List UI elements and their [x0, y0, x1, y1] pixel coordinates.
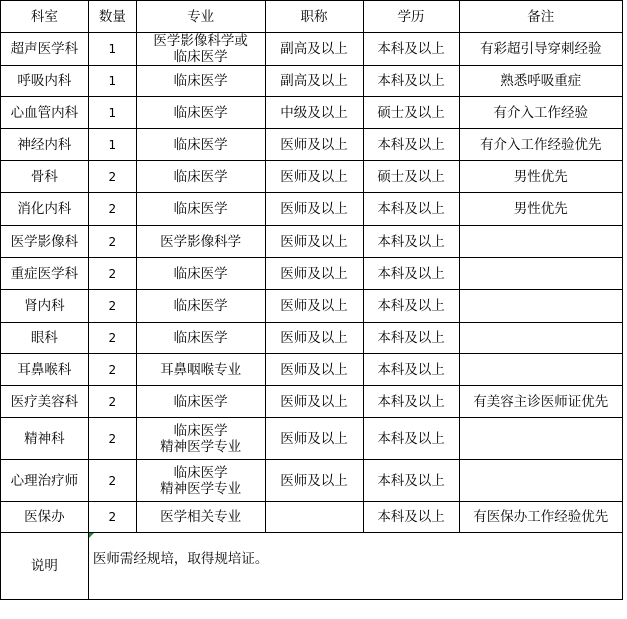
- header-major: 专业: [136, 1, 265, 33]
- edu-cell: 硕士及以上: [363, 97, 459, 129]
- header-edu: 学历: [363, 1, 459, 33]
- major-line: 临床医学: [173, 201, 228, 217]
- major-line: 临床医学: [173, 73, 228, 89]
- major-cell: [136, 386, 265, 418]
- note-cell: [459, 258, 622, 290]
- dept-cell: 眼科: [1, 323, 89, 354]
- major-line: 临床医学: [173, 422, 228, 439]
- note-cell: [459, 290, 622, 323]
- qty-cell: 2: [88, 323, 136, 354]
- qty-cell: 2: [88, 354, 136, 386]
- title-cell: 医师及以上: [265, 193, 363, 226]
- title-cell: 医师及以上: [265, 418, 363, 460]
- title-cell: 医师及以上: [265, 161, 363, 193]
- major-line: 临床医学: [173, 393, 228, 410]
- dept-cell: 精神科: [1, 418, 89, 460]
- title-cell: 中级及以上: [265, 97, 363, 129]
- qty-cell: 2: [88, 460, 136, 502]
- dept-cell: 心血管内科: [1, 97, 89, 129]
- note-cell: 有介入工作经验: [459, 97, 622, 129]
- note-cell: [459, 354, 622, 386]
- major-line: 临床医学: [173, 265, 228, 282]
- dept-cell: 超声医学科: [1, 33, 89, 66]
- edu-cell: 本科及以上: [363, 258, 459, 290]
- table-row: [1, 386, 623, 418]
- edu-cell: 本科及以上: [363, 66, 459, 97]
- note-cell: 有彩超引导穿刺经验: [459, 33, 622, 66]
- note-cell: 有介入工作经验优先: [459, 129, 622, 161]
- qty-cell: 2: [88, 193, 136, 226]
- header-dept: 科室: [1, 1, 89, 33]
- major-cell: [136, 129, 265, 161]
- table-row: [1, 418, 623, 460]
- title-cell: [265, 502, 363, 533]
- note-cell: [459, 460, 622, 502]
- table-row: [1, 502, 623, 533]
- title-cell: 医师及以上: [265, 460, 363, 502]
- table-body: [1, 33, 623, 533]
- dept-cell: 消化内科: [1, 193, 89, 226]
- header-note: 备注: [459, 1, 622, 33]
- qty-cell: 1: [88, 129, 136, 161]
- table-row: [1, 354, 623, 386]
- edu-cell: 本科及以上: [363, 460, 459, 502]
- major-line: 医学相关专业: [160, 509, 242, 525]
- table-row: [1, 97, 623, 129]
- edu-cell: 本科及以上: [363, 354, 459, 386]
- dept-cell: 医保办: [1, 502, 89, 533]
- note-cell: [459, 418, 622, 460]
- dept-cell: 骨科: [1, 161, 89, 193]
- major-line: 临床医学: [173, 298, 228, 314]
- edu-cell: 本科及以上: [363, 193, 459, 226]
- title-cell: 医师及以上: [265, 386, 363, 418]
- dept-cell: 心理治疗师: [1, 460, 89, 502]
- major-cell: [136, 502, 265, 533]
- major-line: 临床医学: [173, 104, 228, 121]
- qty-cell: 2: [88, 418, 136, 460]
- header-row: [1, 1, 623, 33]
- major-line: 医学影像科学: [160, 233, 242, 250]
- dept-cell: 重症医学科: [1, 258, 89, 290]
- edu-cell: 本科及以上: [363, 33, 459, 66]
- major-cell: [136, 33, 265, 66]
- title-cell: 副高及以上: [265, 66, 363, 97]
- title-cell: 医师及以上: [265, 226, 363, 258]
- title-cell: 副高及以上: [265, 33, 363, 66]
- qty-cell: 2: [88, 226, 136, 258]
- table-row: [1, 193, 623, 226]
- note-cell: [459, 323, 622, 354]
- table-row: [1, 323, 623, 354]
- major-cell: [136, 290, 265, 323]
- edu-cell: 本科及以上: [363, 323, 459, 354]
- dept-cell: 耳鼻喉科: [1, 354, 89, 386]
- major-cell: [136, 323, 265, 354]
- major-line: 医学影像科学或: [153, 33, 248, 49]
- title-cell: 医师及以上: [265, 129, 363, 161]
- major-line: 临床医学: [173, 49, 228, 65]
- qty-cell: 1: [88, 97, 136, 129]
- table-row: [1, 161, 623, 193]
- major-cell: [136, 66, 265, 97]
- major-cell: [136, 258, 265, 290]
- edu-cell: 本科及以上: [363, 502, 459, 533]
- note-cell: 男性优先: [459, 193, 622, 226]
- title-cell: 医师及以上: [265, 354, 363, 386]
- dept-cell: 医学影像科: [1, 226, 89, 258]
- qty-cell: 2: [88, 290, 136, 323]
- major-cell: [136, 460, 265, 502]
- footer-note: 医师需经规培，取得规培证。: [88, 533, 622, 600]
- major-cell: [136, 97, 265, 129]
- note-cell: 男性优先: [459, 161, 622, 193]
- title-cell: 医师及以上: [265, 323, 363, 354]
- major-line: 临床医学: [173, 168, 228, 185]
- major-cell: [136, 161, 265, 193]
- qty-cell: 2: [88, 386, 136, 418]
- major-cell: [136, 226, 265, 258]
- header-qty: 数量: [88, 1, 136, 33]
- edu-cell: 本科及以上: [363, 386, 459, 418]
- major-cell: [136, 193, 265, 226]
- note-cell: 熟悉呼吸重症: [459, 66, 622, 97]
- major-line: 临床医学: [173, 136, 228, 153]
- table-row: [1, 258, 623, 290]
- table-row: [1, 290, 623, 323]
- major-cell: [136, 418, 265, 460]
- dept-cell: 肾内科: [1, 290, 89, 323]
- note-cell: 有医保办工作经验优先: [459, 502, 622, 533]
- edu-cell: 硕士及以上: [363, 161, 459, 193]
- edu-cell: 本科及以上: [363, 226, 459, 258]
- title-cell: 医师及以上: [265, 258, 363, 290]
- note-cell: [459, 226, 622, 258]
- dept-cell: 医疗美容科: [1, 386, 89, 418]
- table-row: [1, 33, 623, 66]
- table-row: [1, 66, 623, 97]
- dept-cell: 神经内科: [1, 129, 89, 161]
- major-line: 临床医学: [173, 464, 228, 481]
- qty-cell: 2: [88, 502, 136, 533]
- edu-cell: 本科及以上: [363, 290, 459, 323]
- note-cell: 有美容主诊医师证优先: [459, 386, 622, 418]
- major-line: 耳鼻咽喉专业: [160, 361, 242, 378]
- qty-cell: 1: [88, 66, 136, 97]
- major-cell: [136, 354, 265, 386]
- footer-row: [1, 533, 623, 600]
- edu-cell: 本科及以上: [363, 418, 459, 460]
- qty-cell: 2: [88, 258, 136, 290]
- edu-cell: 本科及以上: [363, 129, 459, 161]
- title-cell: 医师及以上: [265, 290, 363, 323]
- qty-cell: 2: [88, 161, 136, 193]
- major-line: 临床医学: [173, 330, 228, 346]
- header-title: 职称: [265, 1, 363, 33]
- table-row: [1, 460, 623, 502]
- table-row: [1, 129, 623, 161]
- major-line: 精神医学专业: [160, 480, 242, 497]
- qty-cell: 1: [88, 33, 136, 66]
- footer-label: 说明: [1, 533, 89, 600]
- table-row: [1, 226, 623, 258]
- major-line: 精神医学专业: [160, 438, 242, 455]
- dept-cell: 呼吸内科: [1, 66, 89, 97]
